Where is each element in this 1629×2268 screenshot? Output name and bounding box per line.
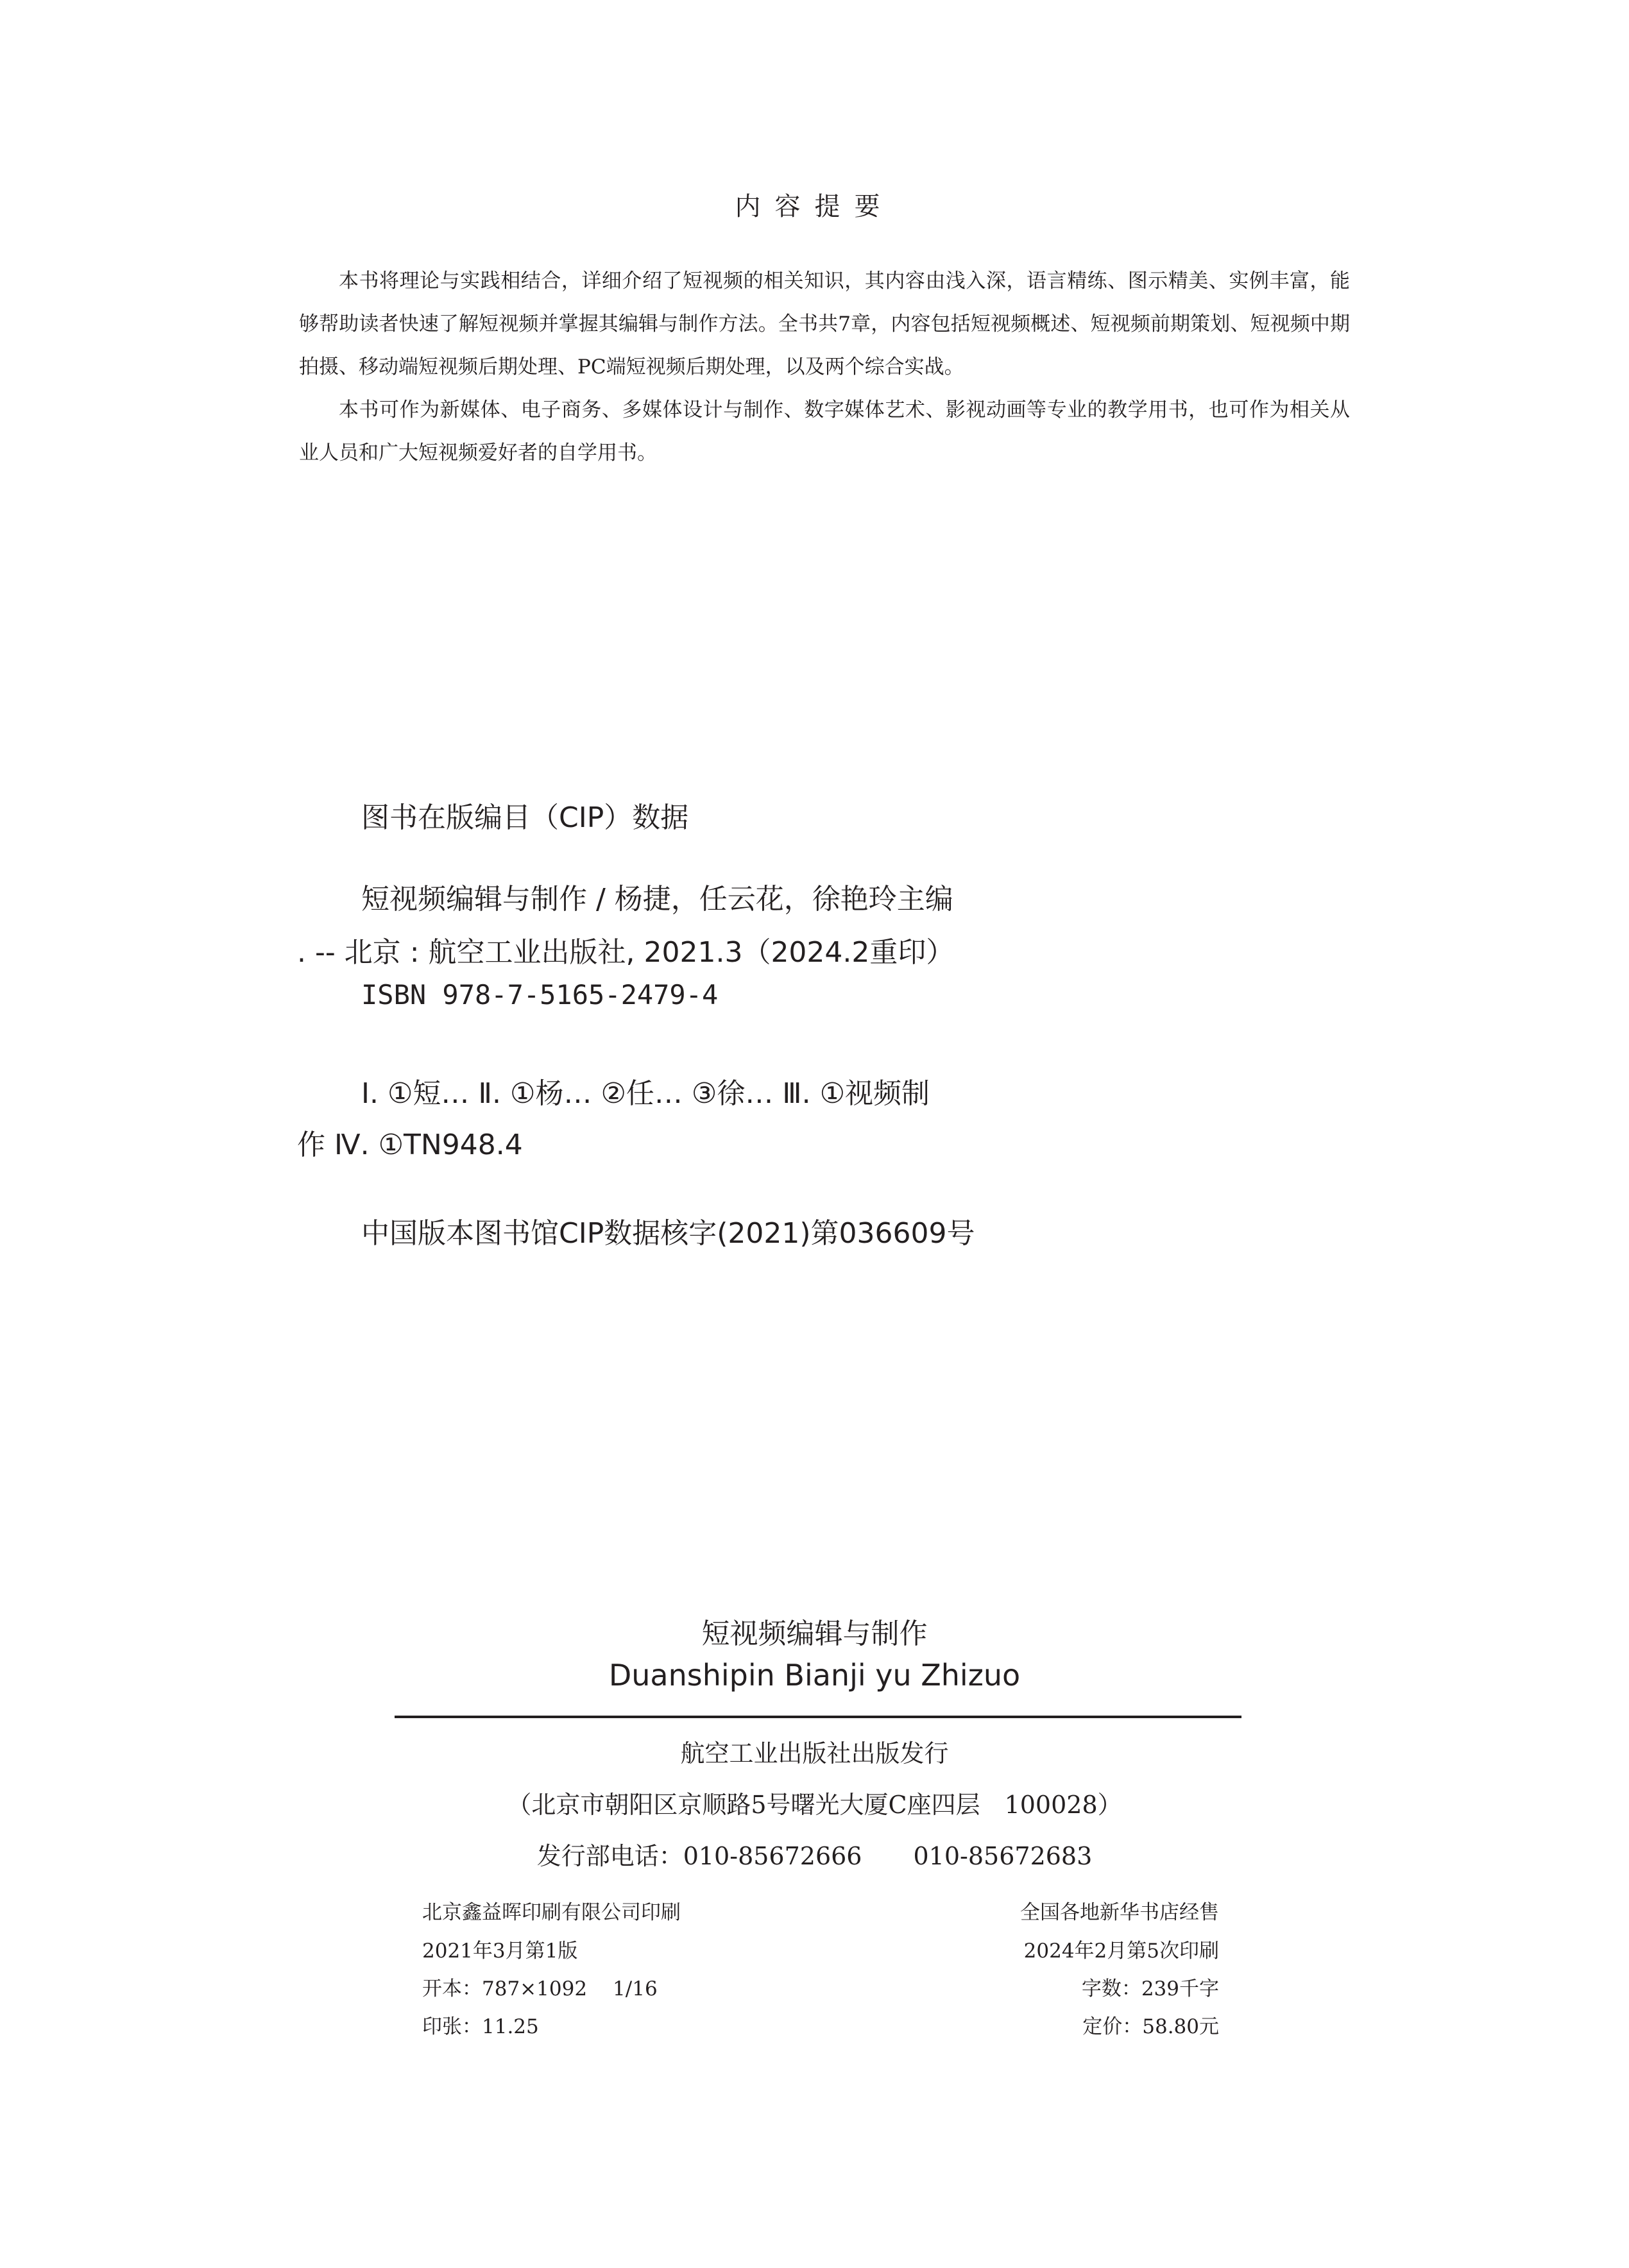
colophon-printer: 北京鑫益晖印刷有限公司印刷 (422, 1901, 681, 1924)
cip-heading: 图书在版编目（CIP）数据 (361, 801, 689, 834)
summary-title: 内容提要 (735, 192, 894, 221)
colophon-format-label: 开本：787×1092 (422, 1977, 588, 2000)
colophon-format (422, 1972, 658, 2001)
summary-body (299, 260, 1350, 475)
cip-isbn-line: ISBN 978-7-5165-2479-4 (361, 979, 719, 1010)
colophon-title-cn: 短视频编辑与制作 (701, 1617, 928, 1650)
colophon-price: 定价：58.80元 (1082, 2015, 1219, 2038)
cip-publish-line: . -- 北京 : 航空工业出版社, 2021.3（2024.2重印） (297, 936, 955, 969)
colophon-phone-1: 发行部电话：010-85672666 (536, 1842, 862, 1870)
colophon-printing: 2024年2月第5次印刷 (1023, 1940, 1219, 1963)
colophon-word-count: 字数：239千字 (1081, 1977, 1219, 2000)
colophon-publisher: 航空工业出版社出版发行 (680, 1739, 949, 1768)
cip-title-line: 短视频编辑与制作 / 杨捷，任云花，徐艳玲主编 (361, 883, 953, 916)
cip-record-line: 中国版本图书馆CIP数据核字(2021)第036609号 (361, 1217, 975, 1250)
colophon-title-en: Duanshipin Bianji yu Zhizuo (608, 1658, 1021, 1692)
summary-paragraph-1: 本书将理论与实践相结合，详细介绍了短视频的相关知识，其内容由浅入深，语言精练、图示精美、实例丰富，能够帮助读者快速了解短视频并掌握其编辑与制作方法。全书共7章，内容包括短视频概述、短视频前期策划、短视频中期拍摄、移动端短视频后期处理、PC端短视频后期处理，以及两个综合实战。 (299, 269, 1350, 379)
colophon-edition: 2021年3月第1版 (422, 1940, 578, 1963)
colophon-format-size: 1/16 (613, 1977, 658, 2000)
colophon-phone-2: 010-85672683 (913, 1842, 1093, 1870)
colophon-sheets: 印张：11.25 (422, 2015, 539, 2038)
cip-classification-line-1: Ⅰ. ①短… Ⅱ. ①杨… ②任… ③徐… Ⅲ. ①视频制 (361, 1077, 930, 1110)
colophon-distributor: 全国各地新华书店经售 (1020, 1901, 1219, 1924)
colophon-address: （北京市朝阳区京顺路5号曙光大厦C座四层 100028） (507, 1791, 1122, 1819)
cip-classification-line-2: 作 Ⅳ. ①TN948.4 (297, 1129, 523, 1161)
summary-paragraph-2: 本书可作为新媒体、电子商务、多媒体设计与制作、数字媒体艺术、影视动画等专业的教学用书，也可作为相关从业人员和广大短视频爱好者的自学用书。 (299, 398, 1350, 465)
colophon-phone (0, 1836, 1629, 1872)
colophon-divider (395, 1716, 1241, 1718)
